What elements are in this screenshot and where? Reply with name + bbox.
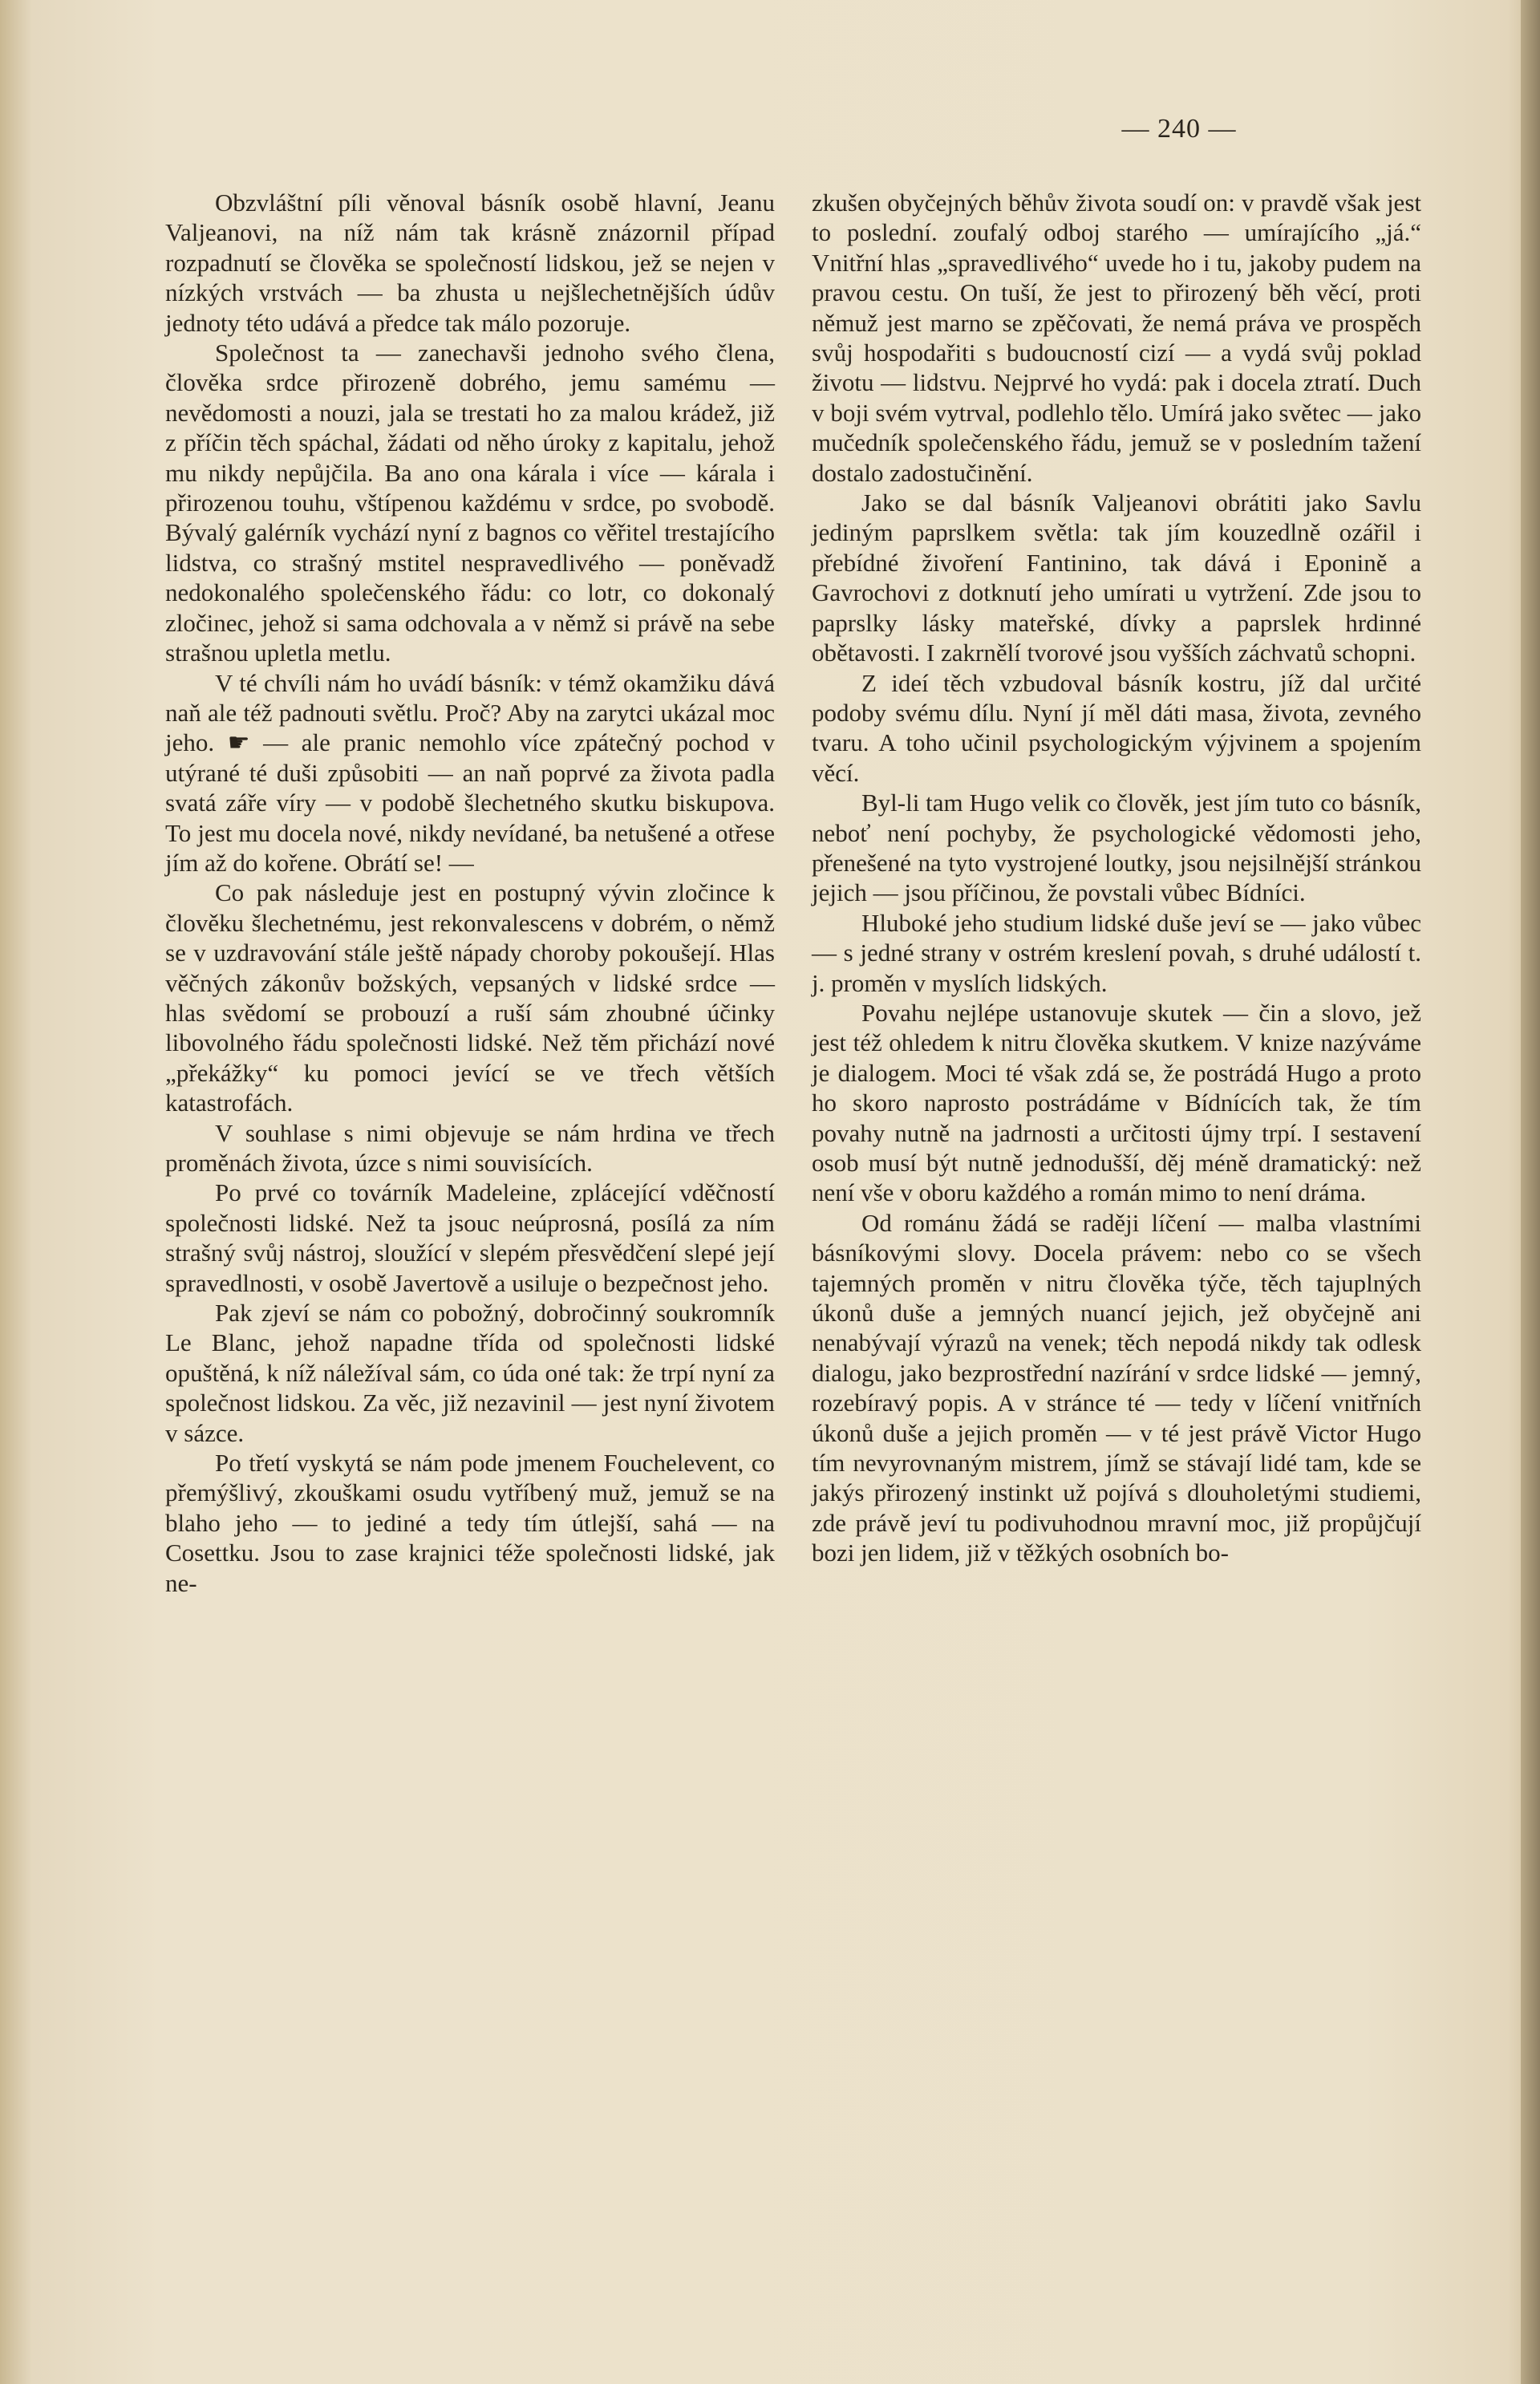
- left-column: [165, 188, 775, 1598]
- paragraph: Pak zjeví se nám co pobožný, dobročinný soukromník Le Blanc, jehož napadne třída od společnosti lidské opuštěná, k níž náležíval sám, co úda oné tak: že trpí nyní za společnost lidskou. Za věc, již nezavinil — jest nyní životem v sázce.: [165, 1299, 775, 1447]
- paragraph: V té chvíli nám ho uvádí básník: v témž okamžiku dává naň ale též padnouti světlu. Proč? Aby na zarytci ukázal moc jeho. ☛ — ale pranic nemohlo více zpátečný pochod v utýrané té duši způsobiti — an naň poprvé za života padla svatá záře víry — v podobě šlechetného skutku biskupova. To jest mu docela nové, nikdy nevídané, ba netušené a otřese jím až do kořene. Obrátí se! —: [165, 668, 775, 877]
- paragraph: Po prvé co továrník Madeleine, zplácející vděčností společnosti lidské. Než ta jsouc neúprosná, posílá za ním strašný svůj nástroj, sloužící v slepém přesvědčení slepé její spravedlnosti, v osobě Javertově a usiluje o bezpečnost jeho.: [165, 1178, 775, 1297]
- paragraph: Obzvláštní píli věnoval básník osobě hlavní, Jeanu Valjeanovi, na níž nám tak krásně znázornil případ rozpadnutí se člověka se společností lidskou, jež se nejen v nízkých vrstvách — ba zhusta u nejšlechetnějších údův jednoty této udává a předce tak málo pozoruje.: [165, 189, 775, 337]
- paragraph-continued: zkušen obyčejných běhův života soudí on: v pravdě však jest to poslední. zoufalý odboj starého — umírajícího „já.“ Vnitřní hlas „spravedlivého“ uvede ho i tu, jakoby pudem na pravou cestu. On tuší, že jest to přirozený běh věcí, proti němuž jest marno se zpěčovati, že nemá práva ve prospěch svůj hospodařiti s budoucností cizí — a vydá svůj poklad životu — lidstvu. Nejprvé ho vydá: pak i docela ztratí. Duch v boji svém vytrval, podlehlo tělo. Umírá jako světec — jako mučedník společenského řádu, jemuž se v posledním tažení dostalo zadostučinění.: [812, 189, 1421, 487]
- paragraph: Co pak následuje jest en postupný vývin zločince k člověku šlechetnému, jest rekonvalescens v dobrém, o němž se v uzdravování stále ještě nápady choroby pokoušejí. Hlas věčných zákonův božských, vepsaných v lidské srdce — hlas svědomí se probouzí a ruší sám zhoubné účinky libovolného řádu společnosti lidské. Než těm přichází nové „překážky“ ku pomoci jevící se ve třech větších katastrofách.: [165, 878, 775, 1117]
- right-column: [812, 188, 1421, 1568]
- paragraph: Od románu žádá se raději líčení — malba vlastními básníkovými slovy. Docela právem: nebo co se všech tajemných proměn v nitru člověka týče, těch tajuplných úkonů duše a jemných nuancí jejich, jež obyčejně ani nenabývají výrazů na venek; těch nepodá nikdy tak odlesk dialogu, jako bezprostřední nazírání v srdce lidské — jemný, rozebíravý popis. A v stránce té — tedy v líčení vnitřních úkonů duše a jejich proměn — v té jest právě Victor Hugo tím nevyrovnaným mistrem, jímž se stávají lidé tam, kde se jakýs přirozený instinkt už pojívá s dlouholetými studiemi, zde právě jeví tu podivuhodnou mravní moc, již propůjčují bozi jen lidem, již v těžkých osobních bo-: [812, 1208, 1421, 1567]
- paragraph: V souhlase s nimi objevuje se nám hrdina ve třech proměnách života, úzce s nimi souvisících.: [165, 1118, 775, 1177]
- paragraph: Společnost ta — zanechavši jednoho svého člena, člověka srdce přirozeně dobrého, jemu samému — nevědomosti a nouzi, jala se trestati ho za malou krádež, již z příčin těch spáchal, žádati od něho úroky z kapitalu, jehož mu nikdy nepůjčila. Ba ano ona kárala i více — kárala i přirozenou touhu, vštípenou každému v srdce, po svobodě. Bývalý galérník vychází nyní z bagnos co věřitel trestajícího lidstva, co strašný mstitel nespravedlivého — poněvadž nedokonalého společenského řádu: co lotr, co dokonalý zločinec, jehož si sama odchovala a v němž si právě na sebe strašnou upletla metlu.: [165, 339, 775, 667]
- paragraph: Jako se dal básník Valjeanovi obrátiti jako Savlu jediným paprslkem světla: tak jím kouzedlně ozářil i přebídné živoření Fantinino, tak dává i Eponině a Gavrochovi z dotknutí jeho umírati u vytržení. Zde jsou to paprslky lásky mateřské, dívky a paprslek hrdinné obětavosti. I zakrnělí tvorové jsou vyšších záchvatů schopni.: [812, 489, 1421, 667]
- paragraph: Hluboké jeho studium lidské duše jeví se — jako vůbec — s jedné strany v ostrém kreslení povah, s druhé událostí t. j. proměn v myslích lidských.: [812, 908, 1421, 997]
- paragraph: Byl-li tam Hugo velik co člověk, jest jím tuto co básník, neboť není pochyby, že psychologické vědomosti jeho, přenešené na tyto vystrojené loutky, jsou nejsilnější stránkou jejich — jsou příčinou, že povstali vůbec Bídníci.: [812, 789, 1421, 907]
- paragraph: Po třetí vyskytá se nám pode jmenem Fouchelevent, co přemýšlivý, zkouškami osudu vytříbený muž, jemuž se na blaho jeho — to jediné a tedy tím útlejší, sahá — na Cosettku. Jsou to zase krajnici téže společnosti lidské, jak ne-: [165, 1449, 775, 1597]
- paragraph: Z ideí těch vzbudoval básník kostru, jíž dal určité podoby svému dílu. Nyní jí měl dáti masa, života, zevného tvaru. A toho učinil psychologickým výjvinem a spojením věcí.: [812, 668, 1421, 787]
- page-edge-shadow: [1521, 0, 1540, 2384]
- page-number: — 240 —: [1121, 114, 1237, 144]
- paragraph: Povahu nejlépe ustanovuje skutek — čin a slovo, jež jest též ohledem k nitru člověka skutkem. V knize nazýváme je dialogem. Moci té však zdá se, že postrádá Hugo a proto ho skoro naprosto postrádáme v Bídnících tak, že tím povahy nutně na jadrnosti a určitosti újmy trpí. I sestavení osob musí být nutně jednodušší, děj méně dramatický: než není vše v oboru každého a román mimo to není dráma.: [812, 998, 1421, 1207]
